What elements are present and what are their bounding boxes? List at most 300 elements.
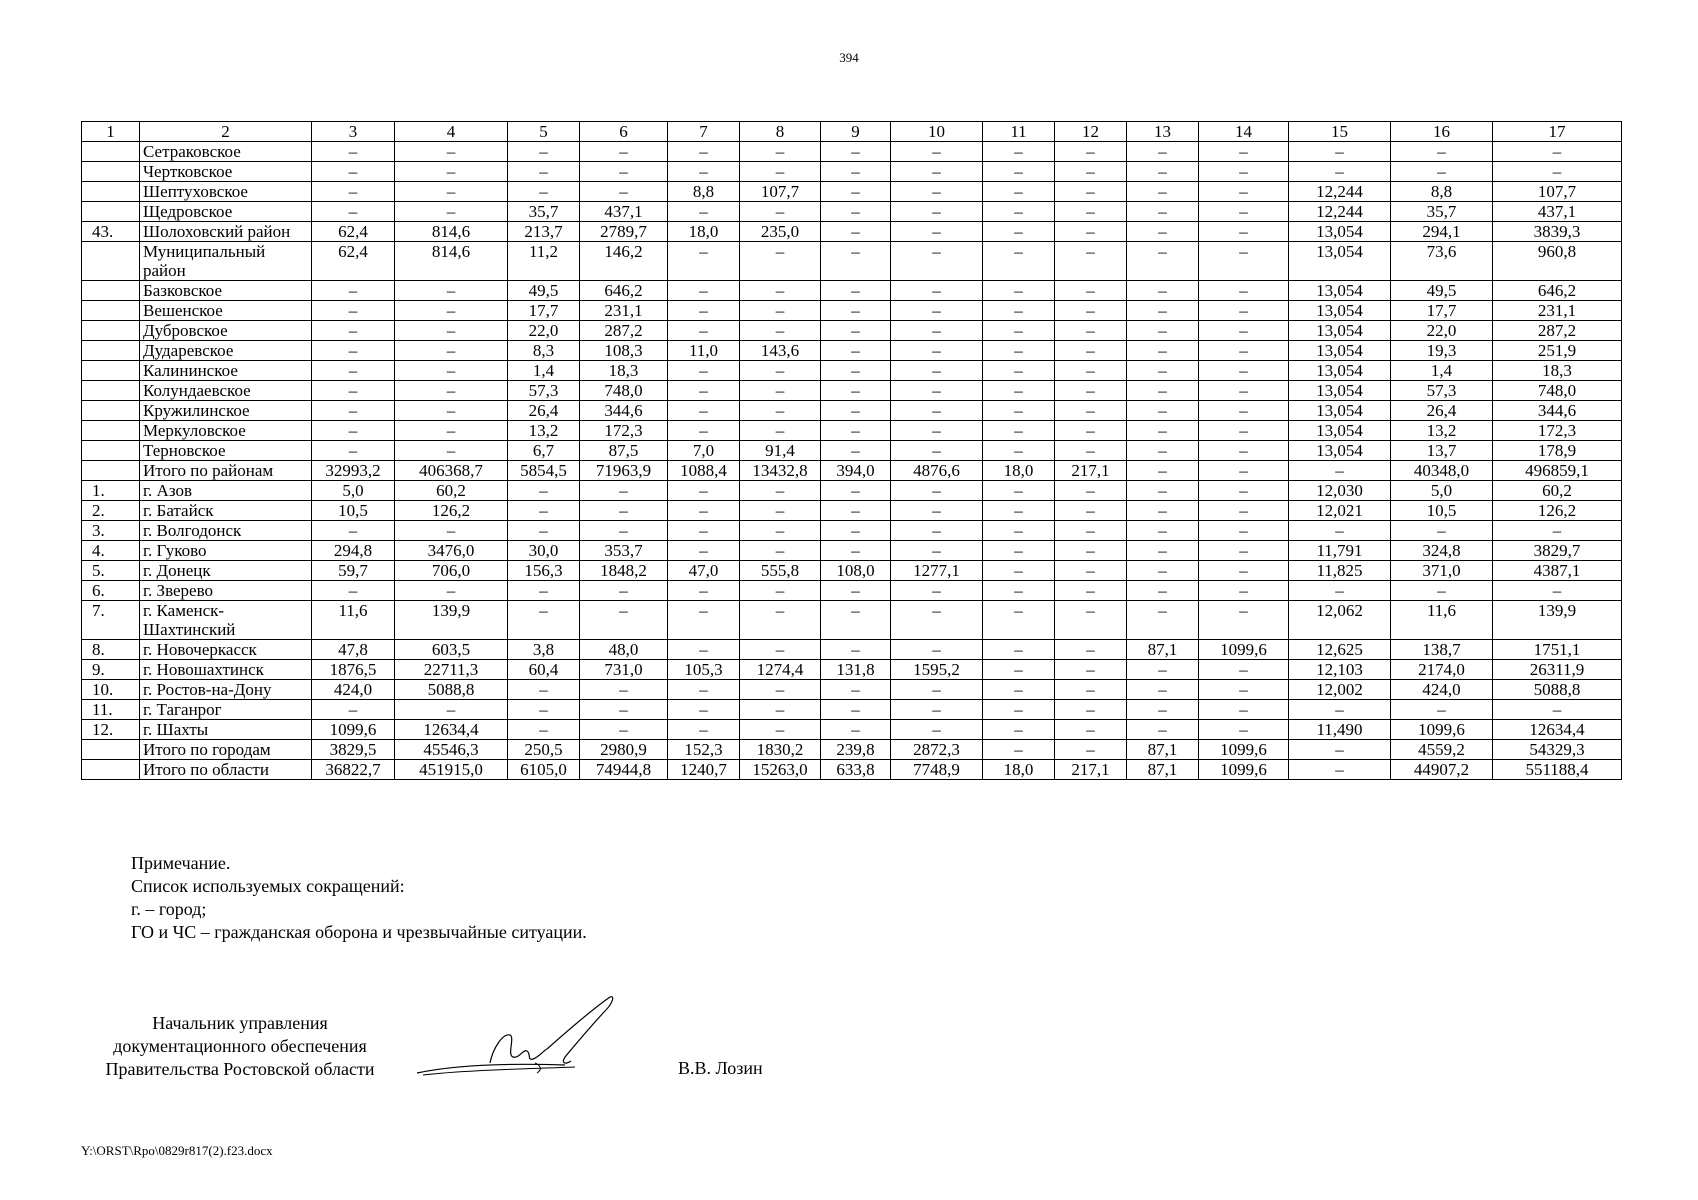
table-cell: 213,7 xyxy=(508,222,580,242)
territory-name: г. Шахты xyxy=(140,720,312,740)
territory-name: Меркуловское xyxy=(140,421,312,441)
table-cell: – xyxy=(1199,581,1289,601)
table-cell: 646,2 xyxy=(580,281,668,301)
table-cell: 324,8 xyxy=(1391,541,1493,561)
table-cell: – xyxy=(312,700,395,720)
column-header: 12 xyxy=(1055,122,1127,142)
territory-name: г. Волгодонск xyxy=(140,521,312,541)
row-number xyxy=(82,361,140,381)
table-cell: – xyxy=(1055,700,1127,720)
row-number: 8. xyxy=(82,640,140,660)
table-cell: – xyxy=(508,720,580,740)
table-cell: – xyxy=(508,680,580,700)
table-cell: – xyxy=(821,142,891,162)
row-number: 3. xyxy=(82,521,140,541)
territory-name: г. Каменск-Шахтинский xyxy=(140,601,312,640)
table-cell: – xyxy=(395,321,508,341)
table-cell: 11,2 xyxy=(508,242,580,281)
table-cell: – xyxy=(821,521,891,541)
territory-name: Итого по городам xyxy=(140,740,312,760)
table-cell: – xyxy=(312,281,395,301)
table-cell: – xyxy=(1127,281,1199,301)
row-number: 6. xyxy=(82,581,140,601)
column-header: 16 xyxy=(1391,122,1493,142)
table-cell: – xyxy=(891,581,983,601)
territory-name: Калининское xyxy=(140,361,312,381)
table-cell: 26,4 xyxy=(508,401,580,421)
table-cell: 19,3 xyxy=(1391,341,1493,361)
table-cell: 451915,0 xyxy=(395,760,508,780)
row-number xyxy=(82,281,140,301)
table-cell: – xyxy=(508,601,580,640)
table-cell: 4387,1 xyxy=(1493,561,1622,581)
table-cell: – xyxy=(891,341,983,361)
table-cell: – xyxy=(1055,142,1127,162)
row-number xyxy=(82,381,140,401)
table-cell: 71963,9 xyxy=(580,461,668,481)
table-cell: 11,6 xyxy=(312,601,395,640)
table-cell: – xyxy=(312,202,395,222)
table-cell: 748,0 xyxy=(1493,381,1622,401)
table-cell: – xyxy=(1199,700,1289,720)
row-number: 12. xyxy=(82,720,140,740)
table-cell: 49,5 xyxy=(1391,281,1493,301)
table-cell: 555,8 xyxy=(740,561,821,581)
table-cell: – xyxy=(740,541,821,561)
table-cell: 12,021 xyxy=(1289,501,1391,521)
table-cell: – xyxy=(580,142,668,162)
table-cell: 49,5 xyxy=(508,281,580,301)
table-cell: 60,2 xyxy=(395,481,508,501)
table-cell: – xyxy=(1055,660,1127,680)
table-cell: 287,2 xyxy=(1493,321,1622,341)
table-cell: – xyxy=(1289,142,1391,162)
column-header: 5 xyxy=(508,122,580,142)
table-cell: 138,7 xyxy=(1391,640,1493,660)
table-header-row xyxy=(82,122,1622,142)
table-cell: – xyxy=(983,361,1055,381)
column-header: 1 xyxy=(82,122,140,142)
table-cell: – xyxy=(740,700,821,720)
table-cell: 57,3 xyxy=(508,381,580,401)
table-cell: – xyxy=(1127,242,1199,281)
table-row xyxy=(82,740,1622,760)
table-cell: 1751,1 xyxy=(1493,640,1622,660)
territory-name: Кружилинское xyxy=(140,401,312,421)
table-cell: 44907,2 xyxy=(1391,760,1493,780)
table-cell: 152,3 xyxy=(668,740,740,760)
row-number: 4. xyxy=(82,541,140,561)
row-number xyxy=(82,142,140,162)
table-cell: 13,2 xyxy=(508,421,580,441)
table-row xyxy=(82,381,1622,401)
table-cell: – xyxy=(1289,700,1391,720)
table-cell: – xyxy=(312,581,395,601)
table-cell: – xyxy=(1289,740,1391,760)
table-cell: – xyxy=(1127,381,1199,401)
table-cell: 62,4 xyxy=(312,222,395,242)
table-cell: – xyxy=(983,581,1055,601)
notes-item: ГО и ЧС – гражданская оборона и чрезвычайные ситуации. xyxy=(131,922,587,942)
table-cell: – xyxy=(1199,381,1289,401)
table-cell: 15263,0 xyxy=(740,760,821,780)
table-cell: – xyxy=(1391,581,1493,601)
table-cell: – xyxy=(821,202,891,222)
row-number: 43. xyxy=(82,222,140,242)
table-cell: – xyxy=(821,640,891,660)
table-cell: – xyxy=(1493,521,1622,541)
table-cell: – xyxy=(1127,321,1199,341)
column-header: 8 xyxy=(740,122,821,142)
table-cell: – xyxy=(891,301,983,321)
table-cell: 13,054 xyxy=(1289,381,1391,401)
table-cell: 13432,8 xyxy=(740,461,821,481)
table-cell: 748,0 xyxy=(580,381,668,401)
table-cell: – xyxy=(1493,142,1622,162)
row-number xyxy=(82,401,140,421)
table-cell: – xyxy=(312,361,395,381)
table-cell: – xyxy=(312,441,395,461)
table-cell: – xyxy=(1199,421,1289,441)
column-header: 14 xyxy=(1199,122,1289,142)
table-cell: – xyxy=(395,162,508,182)
table-cell: – xyxy=(891,142,983,162)
table-cell: 13,054 xyxy=(1289,361,1391,381)
table-cell: – xyxy=(312,142,395,162)
territory-name: Базковское xyxy=(140,281,312,301)
table-cell: 5088,8 xyxy=(395,680,508,700)
table-cell: – xyxy=(1055,601,1127,640)
table-cell: 126,2 xyxy=(1493,501,1622,521)
table-cell: – xyxy=(312,301,395,321)
table-cell: – xyxy=(580,700,668,720)
table-cell: – xyxy=(668,541,740,561)
table-cell: 12,062 xyxy=(1289,601,1391,640)
table-cell: 2174,0 xyxy=(1391,660,1493,680)
table-cell: – xyxy=(580,720,668,740)
table-cell: 87,5 xyxy=(580,441,668,461)
table-row xyxy=(82,421,1622,441)
table-cell: 36822,7 xyxy=(312,760,395,780)
table-cell: – xyxy=(740,720,821,740)
table-cell: – xyxy=(821,162,891,182)
table-cell: – xyxy=(668,242,740,281)
table-cell: – xyxy=(1127,601,1199,640)
table-cell: 1830,2 xyxy=(740,740,821,760)
table-cell: – xyxy=(1127,142,1199,162)
table-cell: – xyxy=(891,720,983,740)
table-cell: 371,0 xyxy=(1391,561,1493,581)
table-cell: – xyxy=(983,521,1055,541)
table-cell: – xyxy=(1493,162,1622,182)
table-cell: – xyxy=(740,640,821,660)
file-path: Y:\ORST\Rpo\0829r817(2).f23.docx xyxy=(81,1143,273,1158)
table-cell: – xyxy=(891,242,983,281)
table-cell: 87,1 xyxy=(1127,640,1199,660)
row-number xyxy=(82,182,140,202)
table-cell: 231,1 xyxy=(1493,301,1622,321)
table-cell: – xyxy=(1055,421,1127,441)
table-cell: – xyxy=(668,501,740,521)
table-cell: – xyxy=(1199,182,1289,202)
table-cell: 107,7 xyxy=(740,182,821,202)
table-cell: – xyxy=(395,401,508,421)
table-cell: – xyxy=(1055,541,1127,561)
table-cell: – xyxy=(312,521,395,541)
table-cell: 13,054 xyxy=(1289,441,1391,461)
table-cell: – xyxy=(1055,182,1127,202)
table-cell: – xyxy=(891,222,983,242)
table-cell: – xyxy=(740,281,821,301)
row-number: 11. xyxy=(82,700,140,720)
table-cell: – xyxy=(1199,341,1289,361)
table-cell: – xyxy=(1199,242,1289,281)
table-cell: 126,2 xyxy=(395,501,508,521)
row-number xyxy=(82,162,140,182)
table-cell: – xyxy=(1199,361,1289,381)
table-cell: 496859,1 xyxy=(1493,461,1622,481)
table-cell: – xyxy=(1055,361,1127,381)
table-cell: 22711,3 xyxy=(395,660,508,680)
table-cell: 30,0 xyxy=(508,541,580,561)
table-row xyxy=(82,182,1622,202)
table-cell: 18,3 xyxy=(580,361,668,381)
territory-name: г. Ростов-на-Дону xyxy=(140,680,312,700)
table-cell: 1595,2 xyxy=(891,660,983,680)
table-cell: 11,791 xyxy=(1289,541,1391,561)
table-cell: – xyxy=(983,561,1055,581)
table-cell: – xyxy=(1199,281,1289,301)
table-cell: – xyxy=(1055,381,1127,401)
table-cell: – xyxy=(740,242,821,281)
table-cell: – xyxy=(740,581,821,601)
table-cell: – xyxy=(1055,281,1127,301)
row-number xyxy=(82,461,140,481)
table-row xyxy=(82,561,1622,581)
table-cell: 344,6 xyxy=(580,401,668,421)
table-cell: 5854,5 xyxy=(508,461,580,481)
table-row xyxy=(82,541,1622,561)
table-cell: – xyxy=(312,421,395,441)
table-cell: 131,8 xyxy=(821,660,891,680)
row-number: 5. xyxy=(82,561,140,581)
table-cell: – xyxy=(580,182,668,202)
table-cell: – xyxy=(983,680,1055,700)
table-cell: – xyxy=(1391,700,1493,720)
table-cell: 146,2 xyxy=(580,242,668,281)
territory-name: г. Азов xyxy=(140,481,312,501)
table-cell: 108,0 xyxy=(821,561,891,581)
table-cell: – xyxy=(1127,561,1199,581)
table-cell: 3,8 xyxy=(508,640,580,660)
table-cell: 2789,7 xyxy=(580,222,668,242)
table-cell: 11,490 xyxy=(1289,720,1391,740)
table-cell: 1099,6 xyxy=(1391,720,1493,740)
table-cell: 8,8 xyxy=(668,182,740,202)
table-row xyxy=(82,581,1622,601)
table-cell: – xyxy=(740,680,821,700)
table-cell: 3829,5 xyxy=(312,740,395,760)
table-cell: 1099,6 xyxy=(1199,760,1289,780)
table-cell: 239,8 xyxy=(821,740,891,760)
table-cell: – xyxy=(668,142,740,162)
table-cell: – xyxy=(983,660,1055,680)
table-cell: – xyxy=(983,740,1055,760)
table-cell: – xyxy=(983,162,1055,182)
table-cell: – xyxy=(891,481,983,501)
table-cell: – xyxy=(891,521,983,541)
table-cell: – xyxy=(1055,640,1127,660)
territory-name: Терновское xyxy=(140,441,312,461)
table-row xyxy=(82,501,1622,521)
table-cell: – xyxy=(983,182,1055,202)
table-cell: – xyxy=(312,162,395,182)
table-cell: – xyxy=(508,521,580,541)
territory-name: Чертковское xyxy=(140,162,312,182)
table-cell: 11,825 xyxy=(1289,561,1391,581)
table-cell: – xyxy=(740,321,821,341)
table-cell: – xyxy=(1391,142,1493,162)
column-header: 2 xyxy=(140,122,312,142)
table-cell: 1274,4 xyxy=(740,660,821,680)
table-cell: – xyxy=(821,301,891,321)
table-cell: – xyxy=(983,481,1055,501)
table-cell: – xyxy=(1199,301,1289,321)
table-cell: – xyxy=(1199,461,1289,481)
table-cell: – xyxy=(891,601,983,640)
table-cell: – xyxy=(740,361,821,381)
column-header: 15 xyxy=(1289,122,1391,142)
territory-name: г. Донецк xyxy=(140,561,312,581)
table-cell: 12,244 xyxy=(1289,202,1391,222)
row-number xyxy=(82,242,140,281)
table-cell: – xyxy=(891,501,983,521)
table-cell: – xyxy=(821,501,891,521)
table-cell: 2872,3 xyxy=(891,740,983,760)
table-cell: 47,0 xyxy=(668,561,740,581)
table-cell: 1876,5 xyxy=(312,660,395,680)
table-cell: – xyxy=(821,700,891,720)
table-cell: – xyxy=(1127,720,1199,740)
table-cell: – xyxy=(1127,481,1199,501)
table-cell: – xyxy=(395,421,508,441)
table-cell: 26311,9 xyxy=(1493,660,1622,680)
column-header: 7 xyxy=(668,122,740,142)
table-cell: 551188,4 xyxy=(1493,760,1622,780)
table-cell: – xyxy=(1055,202,1127,222)
table-cell: – xyxy=(891,401,983,421)
table-cell: – xyxy=(821,242,891,281)
table-cell: – xyxy=(983,541,1055,561)
table-cell: 18,3 xyxy=(1493,361,1622,381)
table-row xyxy=(82,162,1622,182)
table-cell: – xyxy=(1289,581,1391,601)
table-cell: – xyxy=(1199,202,1289,222)
table-cell: – xyxy=(983,441,1055,461)
table-cell: – xyxy=(1127,441,1199,461)
territory-name: Колундаевское xyxy=(140,381,312,401)
table-cell: 62,4 xyxy=(312,242,395,281)
table-cell: – xyxy=(1127,421,1199,441)
territory-name: Щедровское xyxy=(140,202,312,222)
table-cell: – xyxy=(1289,461,1391,481)
table-cell: 13,7 xyxy=(1391,441,1493,461)
territory-name: г. Гуково xyxy=(140,541,312,561)
table-cell: – xyxy=(580,680,668,700)
table-cell: – xyxy=(668,301,740,321)
table-cell: – xyxy=(1055,301,1127,321)
handwritten-signature xyxy=(415,993,625,1083)
column-header: 10 xyxy=(891,122,983,142)
signatory-title: Начальник управления документационного обеспечения Правительства Ростовской области xyxy=(105,1013,375,1079)
table-row xyxy=(82,700,1622,720)
table-cell: 59,7 xyxy=(312,561,395,581)
table-cell: – xyxy=(668,680,740,700)
table-cell: 8,3 xyxy=(508,341,580,361)
table-cell: 74944,8 xyxy=(580,760,668,780)
table-cell: 6105,0 xyxy=(508,760,580,780)
row-number xyxy=(82,740,140,760)
row-number xyxy=(82,441,140,461)
table-cell: – xyxy=(983,281,1055,301)
table-cell: – xyxy=(395,581,508,601)
table-cell: – xyxy=(1199,481,1289,501)
table-cell: 73,6 xyxy=(1391,242,1493,281)
table-cell: – xyxy=(580,162,668,182)
row-number: 10. xyxy=(82,680,140,700)
table-row xyxy=(82,521,1622,541)
table-cell: – xyxy=(1289,162,1391,182)
table-cell: – xyxy=(891,321,983,341)
table-cell: – xyxy=(983,321,1055,341)
table-cell: – xyxy=(1199,720,1289,740)
table-cell: 13,054 xyxy=(1289,321,1391,341)
table-cell: – xyxy=(821,601,891,640)
table-cell: 603,5 xyxy=(395,640,508,660)
table-cell: – xyxy=(668,720,740,740)
table-cell: – xyxy=(508,162,580,182)
table-cell: 424,0 xyxy=(312,680,395,700)
table-cell: – xyxy=(580,481,668,501)
table-cell: – xyxy=(1391,521,1493,541)
table-cell: 32993,2 xyxy=(312,461,395,481)
notes-title: Примечание. xyxy=(131,853,231,873)
table-cell: 12634,4 xyxy=(1493,720,1622,740)
table-row xyxy=(82,281,1622,301)
table-cell: 5,0 xyxy=(312,481,395,501)
table-cell: – xyxy=(740,521,821,541)
table-cell: – xyxy=(891,162,983,182)
table-cell: 35,7 xyxy=(1391,202,1493,222)
table-cell: 12,002 xyxy=(1289,680,1391,700)
table-cell: – xyxy=(983,341,1055,361)
table-cell: 12,030 xyxy=(1289,481,1391,501)
table-cell: 105,3 xyxy=(668,660,740,680)
territory-name: г. Таганрог xyxy=(140,700,312,720)
territory-name: Вешенское xyxy=(140,301,312,321)
column-header: 11 xyxy=(983,122,1055,142)
table-cell: – xyxy=(668,481,740,501)
table-cell: – xyxy=(891,202,983,222)
table-cell: 18,0 xyxy=(983,461,1055,481)
table-cell: 87,1 xyxy=(1127,740,1199,760)
table-cell: – xyxy=(1127,461,1199,481)
table-row xyxy=(82,481,1622,501)
table-cell: – xyxy=(395,142,508,162)
table-cell: – xyxy=(1199,501,1289,521)
table-cell: – xyxy=(821,401,891,421)
table-cell: – xyxy=(891,640,983,660)
